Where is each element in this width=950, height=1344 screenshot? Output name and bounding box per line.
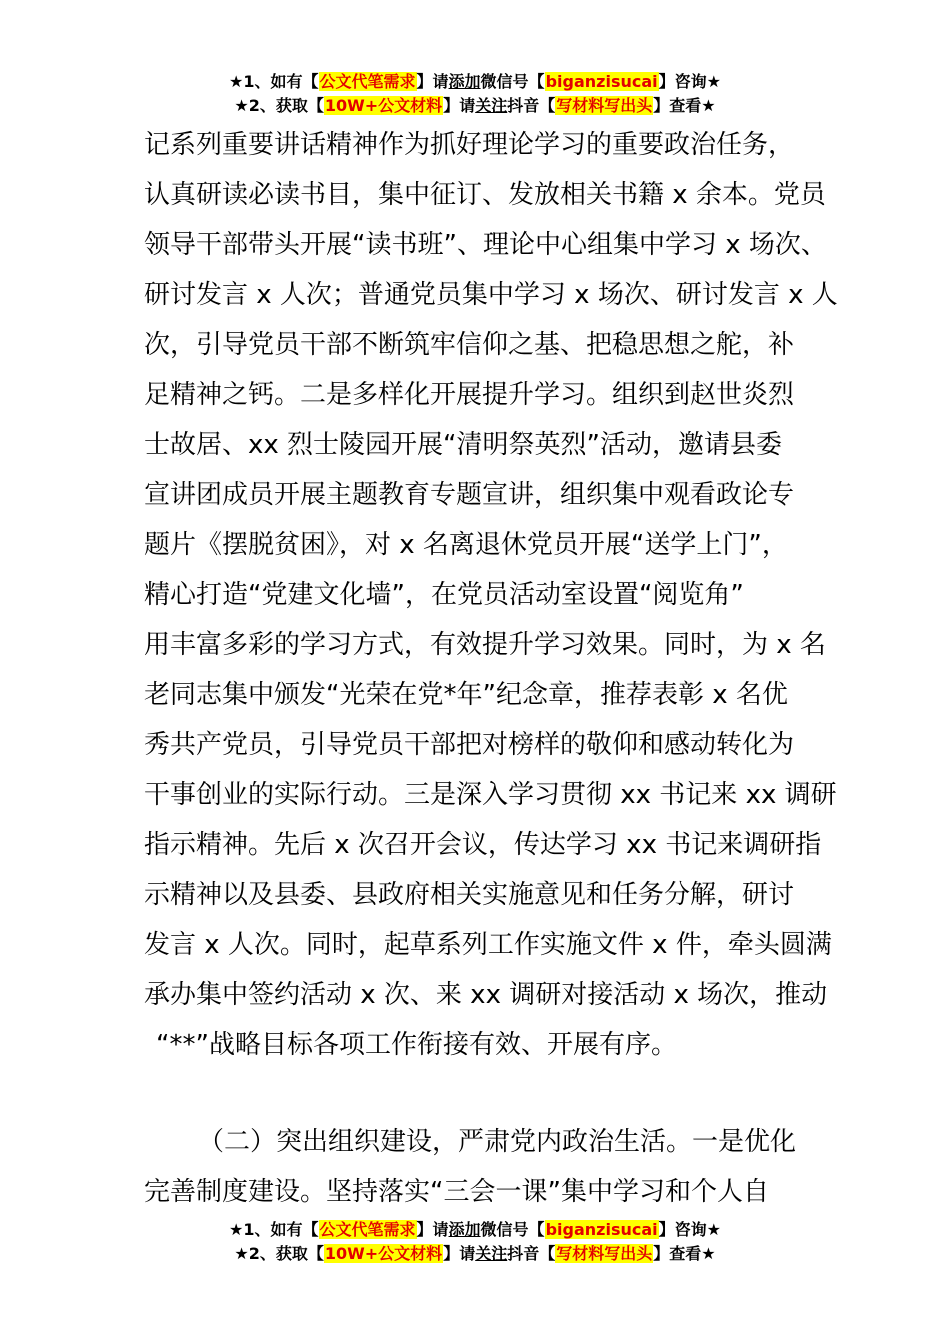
paragraph-line: 完善制度建设。坚持落实“三会一课”集中学习和个人自: [144, 1177, 769, 1207]
paragraph-line: 次，引导党员干部不断筑牢信仰之基、把稳思想之舵，补: [144, 330, 795, 360]
banner-text: ★2、获取【: [234, 96, 324, 115]
banner-text: 微信号【: [480, 72, 545, 91]
banner-text: 】查看★: [653, 1244, 716, 1263]
banner-underlined-text: 添加: [448, 1220, 481, 1239]
banner-text: 】请: [416, 1220, 449, 1239]
banner-text: 】请: [443, 96, 476, 115]
paragraph-line: 精心打造“党建文化墙”，在党员活动室设置“阅览角”: [144, 580, 744, 610]
paragraph-line: 领导干部带头开展“读书班”、理论中心组集中学习 x 场次、: [144, 230, 827, 260]
banner-text: 】咨询★: [658, 1220, 721, 1239]
banner-text: 】咨询★: [658, 72, 721, 91]
paragraph-line: 秀共产党员，引导党员干部把对榜样的敬仰和感动转化为: [144, 730, 795, 760]
highlight-writing-service: 公文代笔需求: [319, 72, 416, 91]
header-banner: [0, 70, 950, 118]
paragraph-line: “**”战略目标各项工作衔接有效、开展有序。: [156, 1030, 677, 1060]
paragraph-line: 士故居、xx 烈士陵园开展“清明祭英烈”活动，邀请县委: [144, 430, 782, 460]
paragraph-line: 研讨发言 x 人次；普通党员集中学习 x 场次、研讨发言 x 人: [144, 280, 838, 310]
highlight-wechat-id: biganzisucai: [545, 1220, 658, 1239]
paragraph-line: 指示精神。先后 x 次召开会议，传达学习 xx 书记来调研指: [144, 830, 822, 860]
banner-line-2: [0, 94, 950, 118]
banner-underlined-text: 关注: [475, 1244, 508, 1263]
paragraph-line: 示精神以及县委、县政府相关实施意见和任务分解，研讨: [144, 880, 795, 910]
paragraph-line: 认真研读必读书目，集中征订、发放相关书籍 x 余本。党员: [144, 180, 826, 210]
highlight-materials: 10W+公文材料: [324, 96, 443, 115]
paragraph-line: 承办集中签约活动 x 次、来 xx 调研对接活动 x 场次，推动: [144, 980, 828, 1010]
banner-underlined-text: 添加: [448, 72, 481, 91]
banner-text: ★1、如有【: [229, 72, 319, 91]
banner-text: 微信号【: [480, 1220, 545, 1239]
banner-text: 抖音【: [507, 96, 556, 115]
banner-text: ★1、如有【: [229, 1220, 319, 1239]
highlight-materials: 10W+公文材料: [324, 1244, 443, 1263]
footer-banner: [0, 1218, 950, 1266]
banner-line-2: [0, 1242, 950, 1266]
banner-text: 】请: [416, 72, 449, 91]
section-heading-line: （二）突出组织建设，严肃党内政治生活。一是优化: [198, 1127, 797, 1157]
highlight-douyin-account: 写材料写出头: [556, 96, 653, 115]
banner-text: 】查看★: [653, 96, 716, 115]
banner-underlined-text: 关注: [475, 96, 508, 115]
banner-text: 抖音【: [507, 1244, 556, 1263]
paragraph-line: 发言 x 人次。同时，起草系列工作实施文件 x 件，牵头圆满: [144, 930, 832, 960]
highlight-wechat-id: biganzisucai: [545, 72, 658, 91]
banner-line-1: [0, 70, 950, 94]
banner-text: 】请: [443, 1244, 476, 1263]
paragraph-line: 足精神之钙。二是多样化开展提升学习。组织到赵世炎烈: [144, 380, 795, 410]
banner-line-1: [0, 1218, 950, 1242]
highlight-douyin-account: 写材料写出头: [556, 1244, 653, 1263]
highlight-writing-service: 公文代笔需求: [319, 1220, 416, 1239]
banner-text: ★2、获取【: [234, 1244, 324, 1263]
paragraph-line: 干事创业的实际行动。三是深入学习贯彻 xx 书记来 xx 调研: [144, 780, 837, 810]
paragraph-line: 宣讲团成员开展主题教育专题宣讲，组织集中观看政论专: [144, 480, 795, 510]
paragraph-line: 记系列重要讲话精神作为抓好理论学习的重要政治任务，: [144, 130, 795, 160]
paragraph-line: 老同志集中颁发“光荣在党*年”纪念章，推荐表彰 x 名优: [144, 680, 788, 710]
paragraph-line: 用丰富多彩的学习方式，有效提升学习效果。同时，为 x 名: [144, 630, 826, 660]
paragraph-line: 题片《摆脱贫困》，对 x 名离退休党员开展“送学上门”，: [144, 530, 788, 560]
